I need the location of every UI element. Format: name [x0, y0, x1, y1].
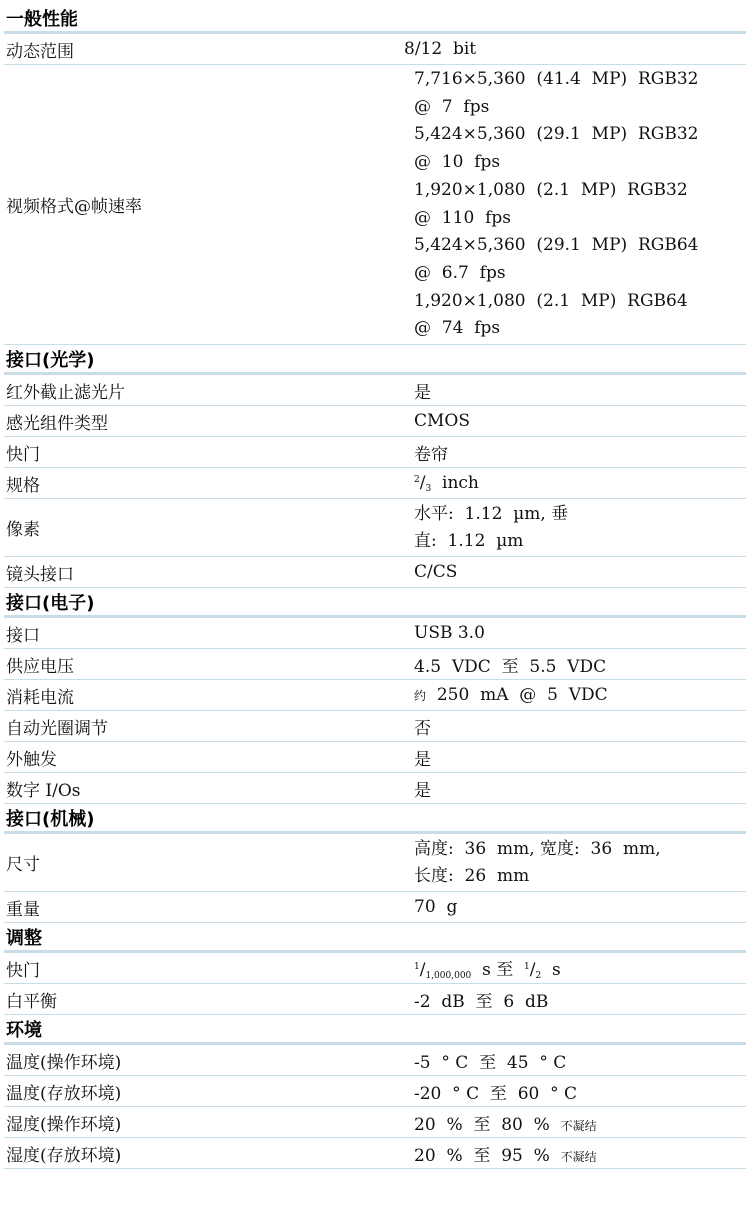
spec-value: CMOS [414, 411, 470, 431]
shutter-min-denominator: 1,000,000 [425, 971, 472, 981]
spec-value-text: -20 ° C 至 60 ° C [414, 1083, 578, 1104]
spec-label: 重量 [6, 899, 40, 920]
spec-label: 尺寸 [6, 855, 40, 875]
shutter-max-denominator: 2 [535, 971, 542, 981]
spec-row-temp-storage [4, 1076, 746, 1107]
shutter-mid-text: s 至 [471, 960, 525, 980]
humidity-range: 20 % 至 95 % [414, 1145, 550, 1166]
spec-label: 感光组件类型 [6, 413, 108, 434]
section-adjust-header: 调整 [4, 923, 746, 953]
spec-value: C/CS [414, 562, 458, 582]
spec-row-humidity-storage [4, 1138, 746, 1169]
spec-value-text: -2 dB 至 6 dB [414, 991, 549, 1012]
video-line: 1,920×1,080 (2.1 MP) RGB32 [414, 179, 688, 200]
spec-value-text: -5 ° C 至 45 ° C [414, 1052, 567, 1073]
spec-value: 是 [414, 749, 431, 770]
spec-label: 白平衡 [6, 991, 57, 1012]
humidity-line [414, 1141, 746, 1166]
format-fraction: $^2/_3$ inch [414, 472, 479, 494]
spec-label: 自动光圈调节 [6, 718, 108, 739]
spec-value: 否 [414, 718, 431, 739]
spec-row-digital-io [4, 773, 746, 804]
spec-label: 动态范围 [6, 41, 74, 62]
size-line: 高度: 36 mm, 宽度: 36 mm, [414, 838, 661, 859]
spec-value: 卷帘 [414, 444, 448, 465]
video-line: @ 10 fps [414, 152, 501, 173]
video-line: 7,716×5,360 (41.4 MP) RGB32 [414, 68, 699, 89]
spec-label: 外触发 [6, 749, 57, 770]
spec-value [404, 1076, 746, 1106]
spec-row-weight [4, 892, 746, 923]
spec-label: 快门 [6, 960, 40, 981]
video-line: 1,920×1,080 (2.1 MP) RGB64 [414, 290, 688, 311]
spec-label [4, 773, 404, 803]
spec-value: 是 [414, 382, 431, 403]
video-line: @ 110 fps [414, 207, 511, 228]
section-environment-header: 环境 [4, 1015, 746, 1045]
spec-value [404, 499, 746, 556]
spec-label: 红外截止滤光片 [6, 382, 125, 403]
spec-value [404, 1045, 746, 1075]
current-value: 250 mA @ 5 VDC [426, 685, 608, 705]
format-numerator: 2 [414, 474, 420, 485]
spec-value [404, 984, 746, 1014]
spec-row-auto-iris [4, 711, 746, 742]
spec-sheet [4, 4, 746, 1169]
video-line: @ 74 fps [414, 318, 501, 339]
format-unit: inch [442, 472, 479, 493]
spec-row-interface [4, 618, 746, 649]
spec-row-voltage [4, 649, 746, 680]
spec-value [404, 892, 746, 922]
spec-label: 接口 [6, 625, 40, 646]
spec-value-text: USB 3.0 [414, 623, 485, 643]
current-prefix: 约 [414, 689, 427, 703]
spec-value [404, 618, 746, 648]
spec-label: 像素 [6, 520, 40, 540]
humidity-range: 20 % 至 80 % [414, 1114, 550, 1135]
spec-value [404, 680, 746, 710]
spec-value-text: 8/12 bit [404, 39, 477, 59]
current-line [414, 685, 746, 705]
spec-value [404, 34, 746, 64]
spec-row-current [4, 680, 746, 711]
spec-value-text: 70 g [414, 897, 458, 917]
spec-row-dimensions [4, 834, 746, 892]
spec-label: 温度(存放环境) [6, 1083, 122, 1104]
spec-label: 镜头接口 [6, 564, 74, 585]
spec-value: 是 [414, 780, 431, 801]
spec-value-video-lines [404, 65, 746, 344]
spec-value [404, 649, 746, 679]
pixel-line: 直: 1.12 µm [414, 530, 524, 551]
pixel-line: 水平: 1.12 µm, 垂 [414, 503, 569, 524]
spec-row-white-balance [4, 984, 746, 1015]
video-line: @ 7 fps [414, 96, 490, 117]
spec-value [404, 468, 746, 498]
humidity-note: 不凝结 [560, 1118, 597, 1133]
size-line: 长度: 26 mm [414, 865, 530, 886]
section-electronic-header: 接口(电子) [4, 588, 746, 618]
spec-value [404, 1138, 746, 1168]
spec-label: 消耗电流 [6, 687, 74, 708]
spec-row-temp-operating [4, 1045, 746, 1076]
spec-value [404, 1107, 746, 1137]
section-optical-header: 接口(光学) [4, 345, 746, 375]
spec-row-pixel [4, 499, 746, 557]
spec-label-text: 数字 I/Os [6, 780, 81, 801]
spec-row-shutter-speed [4, 953, 746, 984]
section-general-header: 一般性能 [4, 4, 746, 34]
spec-value [404, 834, 746, 891]
spec-label: 湿度(存放环境) [6, 1145, 122, 1166]
spec-label: 视频格式@帧速率 [6, 197, 142, 217]
humidity-line [414, 1110, 746, 1135]
video-line: @ 6.7 fps [414, 262, 506, 283]
shutter-min-numerator: 1 [414, 962, 420, 972]
spec-row-humidity-operating [4, 1107, 746, 1138]
shutter-max-numerator: 1 [524, 962, 530, 972]
section-mechanical-header: 接口(机械) [4, 804, 746, 834]
spec-row-external-trigger [4, 742, 746, 773]
spec-row-format [4, 468, 746, 499]
spec-row-lens-mount [4, 557, 746, 588]
spec-row-ir-filter [4, 375, 746, 406]
spec-label: 湿度(操作环境) [6, 1114, 122, 1135]
spec-label: 温度(操作环境) [6, 1052, 122, 1073]
spec-row-video-format [4, 65, 746, 345]
spec-row-dynamic-range [4, 34, 746, 65]
video-line: 5,424×5,360 (29.1 MP) RGB32 [414, 124, 699, 145]
spec-label: 快门 [6, 444, 40, 465]
spec-label: 规格 [6, 475, 40, 496]
format-denominator: 3 [425, 483, 432, 494]
shutter-unit: s [541, 960, 561, 980]
spec-value-text: 4.5 VDC 至 5.5 VDC [414, 656, 607, 677]
shutter-range: $^1$/1,000,000 s 至 $^1/_2$ s [414, 960, 561, 981]
spec-value [404, 953, 746, 983]
humidity-note: 不凝结 [560, 1149, 597, 1164]
video-line: 5,424×5,360 (29.1 MP) RGB64 [414, 235, 699, 256]
spec-row-sensor-type [4, 406, 746, 437]
spec-label: 供应电压 [6, 656, 74, 677]
spec-row-shutter [4, 437, 746, 468]
